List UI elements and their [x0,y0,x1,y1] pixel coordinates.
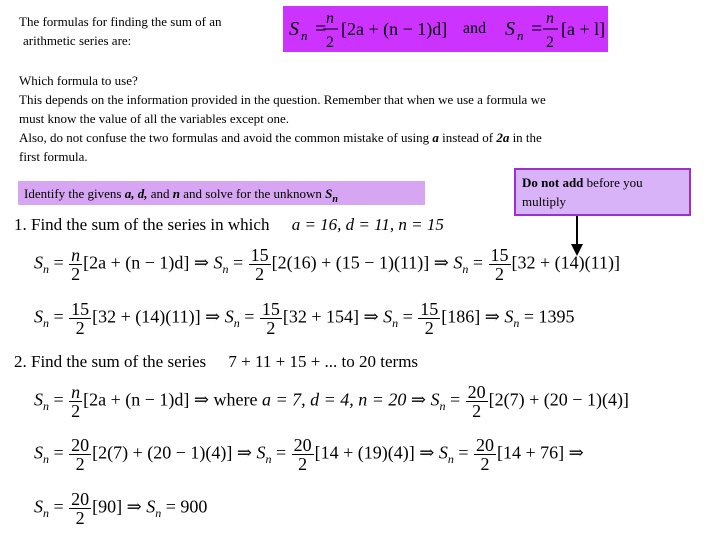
ex2-r2-frac-b: $\frac{20}{2}$ [293,435,312,474]
f1-body: [2a + (n − 1)d] [341,19,448,39]
explanation [19,71,709,166]
ex2-row3: $S_n$ = $\frac{20}{2}$ [90] ⇒ $S_n = 900$ [34,489,208,528]
ex2-r2-body-b: [14 + (19)(4)] ⇒ [314,442,435,463]
ex1-r2-body-c: [186] ⇒ [441,306,500,327]
ex1-r2-frac-a: $\frac{15}{2}$ [71,299,90,338]
exp4-e: in the [509,130,542,145]
ex1-r1-body-b: [2(16) + (15 − 1)(11)] ⇒ [271,252,449,273]
note-box [514,168,691,216]
intro-line-1: The formulas for finding the sum of an [19,14,222,29]
ex1-row2: $S_n$ = $\frac{15}{2}$ [32 + (14)(11)] ⇒ $S_n$ = $\frac{15}{2}$ [32 + 154] ⇒ $S_n$ = $\frac{15}{2}$ [186] ⇒ $S_n = 1395$ [34,299,575,338]
ex1-r1-body-a: [2a + (n − 1)d] ⇒ [83,252,210,273]
ex2-r2-body-c: [14 + 76] ⇒ [497,442,584,463]
example2-heading: 2. Find the sum of the series [14,352,207,371]
formula-graphic [283,6,608,52]
explanation-line-5: first formula. [19,149,88,164]
exp4-c: instead of [438,130,497,145]
ex2-row1: $S_n$ = $\frac{n}{2}$ [2a + (n − 1)d] ⇒ where a = 7, d = 4, n = 20 ⇒ $S_n$ = $\frac{20}{2}$ [2(7) + (20 − 1)(4)] [34,382,629,421]
identify-b: a, d, [124,186,148,201]
ex2-r3-body-a: [90] ⇒ [92,496,142,517]
exp4-a: Also, do not confuse the two formulas and avoid the common mistake of using [19,130,433,145]
ex1-r2-frac-b: $\frac{15}{2}$ [261,299,280,338]
ex2-row2: $S_n$ = $\frac{20}{2}$ [2(7) + (20 − 1)(4)] ⇒ $S_n$ = $\frac{20}{2}$ [14 + (19)(4)] ⇒ $S_n$ = $\frac{20}{2}$ [14 + 76] ⇒ [34,435,584,474]
f1-eq: = [315,18,327,40]
intro-text [19,12,222,50]
example2-heading-row [14,351,418,373]
ex2-r2-body-a: [2(7) + (20 − 1)(4)] ⇒ [92,442,252,463]
intro-line-2: arithmetic series are: [23,33,132,48]
ex1-r1-frac-a: $\frac{n}{2}$ [71,245,81,284]
identify-a: Identify the givens [24,186,125,201]
exp4-b: a [432,130,439,145]
and-word: and [463,20,487,37]
ex1-r2-body-a: [32 + (14)(11)] ⇒ [92,306,221,327]
exp4-d: 2a [496,130,510,145]
f1-sub: n [301,28,308,43]
ex2-r1-frac-a: $\frac{n}{2}$ [71,382,81,421]
ex2-r1-frac-b: $\frac{20}{2}$ [467,382,486,421]
note-line-2: multiply [522,194,567,209]
identify-e: and solve for the unknown [180,186,326,201]
identify-d: n [172,186,180,201]
ex2-r3-frac-a: $\frac{20}{2}$ [71,489,90,528]
f2-body: [a + l] [561,19,606,39]
example2-series: 7 + 11 + 15 + ... to 20 terms [228,352,419,371]
ex1-r2-body-b: [32 + 154] ⇒ [282,306,379,327]
ex1-r2-body-d: = 1395 [523,306,575,327]
identify-c: and [147,186,173,201]
f2-num: n [546,10,554,27]
f1-num: n [326,10,334,27]
note-rest-1: before you [583,175,643,190]
ex2-r1-body-a: [2a + (n − 1)d] ⇒ where [83,389,258,410]
f2-den: 2 [546,34,554,51]
note-bold: Do not add [522,175,584,190]
f1-den: 2 [326,34,334,51]
explanation-line-1: Which formula to use? [19,73,138,88]
identify-g: n [332,193,338,205]
f2-lhs: S [505,18,515,40]
formula-box [283,6,608,52]
ex2-r1-givens: a = 7, d = 4, n = 20 ⇒ [261,389,427,410]
ex1-r1-frac-b: $\frac{15}{2}$ [250,245,269,284]
ex1-r1-body-c: [32 + (14)(11)] [511,252,620,273]
note-line-1 [522,173,683,192]
ex2-r2-frac-c: $\frac{20}{2}$ [476,435,495,474]
ex1-r2-frac-c: $\frac{15}{2}$ [420,299,439,338]
f1-lhs: S [289,18,299,40]
f2-sub: n [517,28,524,43]
explanation-line-3: must know the value of all the variables except one. [19,111,290,126]
ex2-r1-body-b: [2(7) + (20 − 1)(4)] [488,389,629,410]
identify-f: S [325,186,333,201]
identify-box [18,181,425,205]
ex1-r1-frac-c: $\frac{15}{2}$ [490,245,509,284]
explanation-line-4 [19,128,709,147]
f2-eq: = [531,18,543,40]
explanation-line-2: This depends on the information provided in the question. Remember that when we use a formula we [19,92,546,107]
example1-heading-row [14,214,444,236]
example1-heading: 1. Find the sum of the series in which [14,215,270,234]
ex1-row1: $S_n$ = $\frac{n}{2}$ [2a + (n − 1)d] ⇒ $S_n$ = $\frac{15}{2}$ [2(16) + (15 − 1)(11)] ⇒ $S_n$ = $\frac{15}{2}$ [32 + (14)(11)] [34,245,620,284]
ex2-r3-body-b: = 900 [165,496,208,517]
ex2-r2-frac-a: $\frac{20}{2}$ [71,435,90,474]
example1-givens: a = 16, d = 11, n = 15 [291,215,444,234]
